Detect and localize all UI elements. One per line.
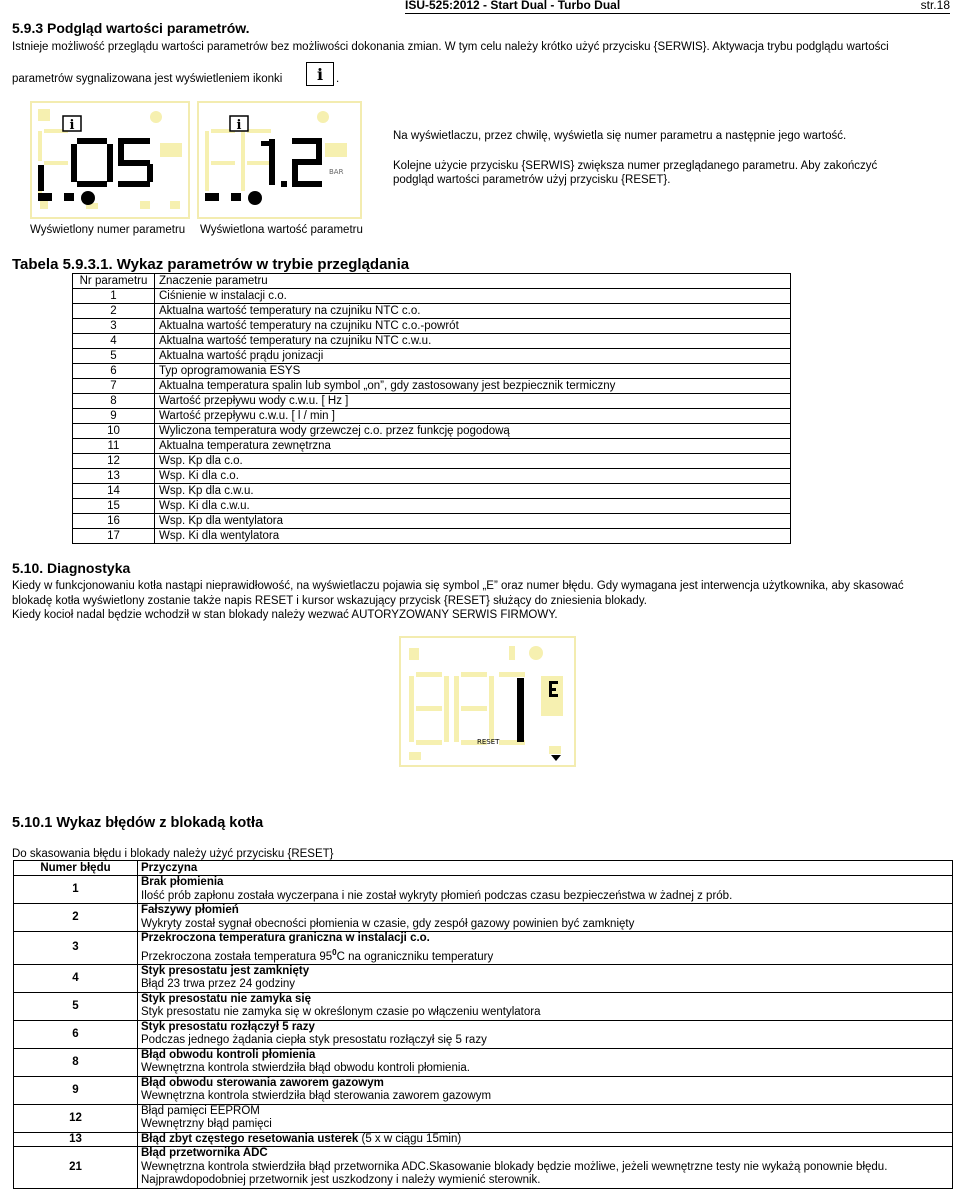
parameter-number: 15 [73, 499, 155, 514]
table-row [73, 484, 791, 499]
parameter-meaning: Aktualna wartość prądu jonizacji [155, 349, 791, 364]
section-510-paragraph-1: Kiedy w funkcjonowaniu kotła nastąpi nieprawidłowość, na wyświetlaczu pojawia się symbol „E” oraz numer błędu. Gdy wymagana jest interwencja użytkownika, aby skasować [12, 580, 904, 592]
info-icon: i [306, 62, 334, 86]
parameter-meaning: Aktualna wartość temperatury na czujniku NTC c.o.-powrót [155, 319, 791, 334]
table-row [73, 394, 791, 409]
errors-header-row [14, 861, 953, 876]
parameter-number: 14 [73, 484, 155, 499]
parameter-number: 17 [73, 529, 155, 544]
error-title: Przekroczona temperatura graniczna w instalacji c.o. [141, 932, 430, 944]
error-number: 6 [14, 1020, 138, 1048]
parameter-meaning: Aktualna temperatura zewnętrzna [155, 439, 791, 454]
error-cause [138, 904, 953, 932]
section-593-paragraph-2: parametrów sygnalizowana jest wyświetleniem ikonki [12, 73, 283, 85]
error-cause [138, 1076, 953, 1104]
column-header-meaning: Znaczenie parametru [155, 274, 791, 289]
table-row [73, 409, 791, 424]
table-row [73, 379, 791, 394]
error-cause [138, 1104, 953, 1132]
parameter-number: 4 [73, 334, 155, 349]
error-row [14, 1147, 953, 1189]
error-number: 4 [14, 964, 138, 992]
parameter-meaning: Wsp. Ki dla c.o. [155, 469, 791, 484]
parameter-meaning: Ciśnienie w instalacji c.o. [155, 289, 791, 304]
parameters-table [72, 273, 791, 544]
column-header-number: Nr parametru [73, 274, 155, 289]
parameter-meaning: Wartość przepływu c.w.u. [ l / min ] [155, 409, 791, 424]
error-description: Wykryty został sygnał obecności płomienia w czasie, gdy zespół gazowy powinien być zamknięty [141, 917, 635, 930]
parameter-number: 1 [73, 289, 155, 304]
error-cause [138, 964, 953, 992]
error-number: 5 [14, 992, 138, 1020]
error-title: Brak płomienia [141, 876, 224, 888]
error-row [14, 964, 953, 992]
table-header-row [73, 274, 791, 289]
error-description: Wewnętrzna kontrola stwierdziła błąd sterowania zaworem gazowym [141, 1090, 492, 1103]
section-title-5101: 5.10.1 Wykaz błędów z blokadą kotła [12, 815, 264, 831]
error-title: Styk presostatu jest zamknięty [141, 964, 310, 977]
section-593-paragraph: Istnieje możliwość przeglądu wartości parametrów bez możliwości dokonania zmian. W tym celu należy krótko użyć przycisku {SERWIS}. Aktywacja trybu podglądu wartości [12, 41, 889, 53]
table-row [73, 334, 791, 349]
error-title: Błąd obwodu sterowania zaworem gazowym [141, 1076, 384, 1089]
svg-text:i: i [236, 118, 242, 133]
table-row [73, 454, 791, 469]
parameter-number: 6 [73, 364, 155, 379]
parameter-meaning: Wsp. Ki dla c.w.u. [155, 499, 791, 514]
document-title: ISU-525:2012 - Start Dual - Turbo Dual [405, 0, 621, 12]
section-510-paragraph-3: Kiedy kocioł nadal będzie wchodził w stan blokady należy wezwać AUTORYZOWANY SERWIS FIRMOWY. [12, 609, 558, 621]
table-row [73, 439, 791, 454]
error-row [14, 1132, 953, 1147]
column-header-cause: Przyczyna [138, 861, 953, 876]
error-number: 1 [14, 876, 138, 904]
error-description: Wewnętrzny błąd pamięci [141, 1118, 272, 1131]
table-row [73, 364, 791, 379]
parameter-meaning: Wsp. Kp dla c.w.u. [155, 484, 791, 499]
parameter-meaning: Wsp. Kp dla c.o. [155, 454, 791, 469]
error-row [14, 1104, 953, 1132]
caption-parameter-value: Wyświetlona wartość parametru [200, 224, 363, 236]
parameter-meaning: Wsp. Ki dla wentylatora [155, 529, 791, 544]
error-number: 8 [14, 1048, 138, 1076]
error-title: Błąd pamięci EEPROM [141, 1104, 260, 1117]
error-title: Styk presostatu rozłączył 5 razy [141, 1020, 315, 1033]
error-cause [138, 1147, 953, 1189]
parameter-number: 2 [73, 304, 155, 319]
error-row [14, 1020, 953, 1048]
error-title: Błąd obwodu kontroli płomienia [141, 1048, 316, 1061]
display-parameter-number [30, 101, 190, 219]
table-row [73, 469, 791, 484]
display-description-3: podgląd wartości parametrów użyj przycisku {RESET}. [393, 174, 671, 186]
error-number: 12 [14, 1104, 138, 1132]
parameter-number: 5 [73, 349, 155, 364]
parameter-number: 8 [73, 394, 155, 409]
section-title-593: 5.9.3 Podgląd wartości parametrów. [12, 20, 250, 36]
error-description: Przekroczona została temperatura $95^0C$ na ograniczniku temperatury [141, 947, 494, 963]
table-row [73, 424, 791, 439]
table-row [73, 319, 791, 334]
parameter-number: 13 [73, 469, 155, 484]
error-title: Fałszywy płomień [141, 904, 239, 916]
error-description: Styk presostatu nie zamyka się w określonym czasie po włączeniu wentylatora [141, 1006, 541, 1019]
parameter-number: 10 [73, 424, 155, 439]
error-description: Wewnętrzna kontrola stwierdziła błąd przetwornika ADC.Skasowanie blokady będzie możliwe, jeżeli wewnętrzne testy nie wykażą ponownie błędu. [141, 1160, 888, 1173]
parameter-number: 16 [73, 514, 155, 529]
error-title: Błąd przetwornika ADC [141, 1147, 268, 1160]
parameter-meaning: Aktualna temperatura spalin lub symbol „on”, gdy zastosowany jest bezpiecznik termiczny [155, 379, 791, 394]
parameter-meaning: Wartość przepływu wody c.w.u. [ Hz ] [155, 394, 791, 409]
table-row [73, 289, 791, 304]
parameter-number: 11 [73, 439, 155, 454]
error-title: Błąd zbyt częstego resetowania usterek (5 x w ciągu 15min) [141, 1132, 462, 1145]
error-number: 9 [14, 1076, 138, 1104]
parameter-number: 3 [73, 319, 155, 334]
period: . [336, 73, 340, 85]
table-row [73, 349, 791, 364]
parameter-meaning: Typ oprogramowania ESYS [155, 364, 791, 379]
svg-text:i: i [69, 118, 75, 133]
error-row [14, 904, 953, 932]
error-number: 2 [14, 904, 138, 932]
error-description: Wewnętrzna kontrola stwierdziła błąd obwodu kontroli płomienia. [141, 1062, 470, 1075]
parameter-meaning: Aktualna wartość temperatury na czujniku NTC c.w.u. [155, 334, 791, 349]
table-title: Tabela 5.9.3.1. Wykaz parametrów w trybie przeglądania [12, 256, 410, 273]
section-title-510: 5.10. Diagnostyka [12, 560, 131, 576]
error-cause [138, 932, 953, 965]
table-row [73, 514, 791, 529]
display-parameter-value [197, 101, 362, 219]
errors-table [13, 860, 953, 1189]
parameter-meaning: Wsp. Kp dla wentylatora [155, 514, 791, 529]
error-number: 21 [14, 1147, 138, 1189]
error-number: 13 [14, 1132, 138, 1147]
error-description: Podczas jednego żądania ciepła styk presostatu rozłączył się 5 razy [141, 1034, 487, 1047]
error-number: 3 [14, 932, 138, 965]
section-510-paragraph-2: blokadę kotła wyświetlony zostanie także napis RESET i kursor wskazujący przycisk {RESET} służący do zniesienia blokady. [12, 595, 647, 607]
table-row [73, 304, 791, 319]
error-row [14, 932, 953, 965]
error-title: Styk presostatu nie zamyka się [141, 992, 312, 1005]
svg-text:RESET: RESET [477, 738, 500, 746]
svg-text:BAR: BAR [329, 168, 344, 176]
error-description: Ilość prób zapłonu została wyczerpana i nie został wykryty płomień podczas czasu bezpieczeństwa w żadnej z prób. [141, 889, 733, 902]
error-row [14, 1076, 953, 1104]
section-5101-intro: Do skasowania błędu i blokady należy użyć przycisku {RESET} [12, 848, 334, 860]
parameter-meaning: Wyliczona temperatura wody grzewczej c.o. przez funkcję pogodową [155, 424, 791, 439]
column-header-error-number: Numer błędu [14, 861, 138, 876]
display-description-1: Na wyświetlaczu, przez chwilę, wyświetla się numer parametru a następnie jego wartość. [393, 130, 847, 142]
caption-parameter-number: Wyświetlony numer parametru [30, 224, 186, 236]
error-row [14, 1048, 953, 1076]
error-cause [138, 1020, 953, 1048]
error-title-suffix: (5 x w ciągu 15min) [358, 1132, 462, 1145]
error-cause [138, 1048, 953, 1076]
parameter-number: 12 [73, 454, 155, 469]
error-description: Błąd 23 trwa przez 24 godziny [141, 978, 296, 991]
parameter-number: 9 [73, 409, 155, 424]
error-cause [138, 876, 953, 904]
error-description-2: Najprawdopodobniej przetwornik jest uszkodzony i należy wymienić sterownik. [141, 1174, 541, 1187]
page-number: str.18 [920, 0, 950, 12]
parameter-number: 7 [73, 379, 155, 394]
error-row [14, 992, 953, 1020]
error-row [14, 876, 953, 904]
error-cause [138, 1132, 953, 1147]
parameter-meaning: Aktualna wartość temperatury na czujniku NTC c.o. [155, 304, 791, 319]
error-cause [138, 992, 953, 1020]
display-error [399, 636, 576, 767]
display-description-2: Kolejne użycie przycisku {SERWIS} zwiększa numer przeglądanego parametru. Aby zakończyć [393, 160, 878, 172]
table-row [73, 499, 791, 514]
table-row [73, 529, 791, 544]
page-header [405, 0, 950, 14]
